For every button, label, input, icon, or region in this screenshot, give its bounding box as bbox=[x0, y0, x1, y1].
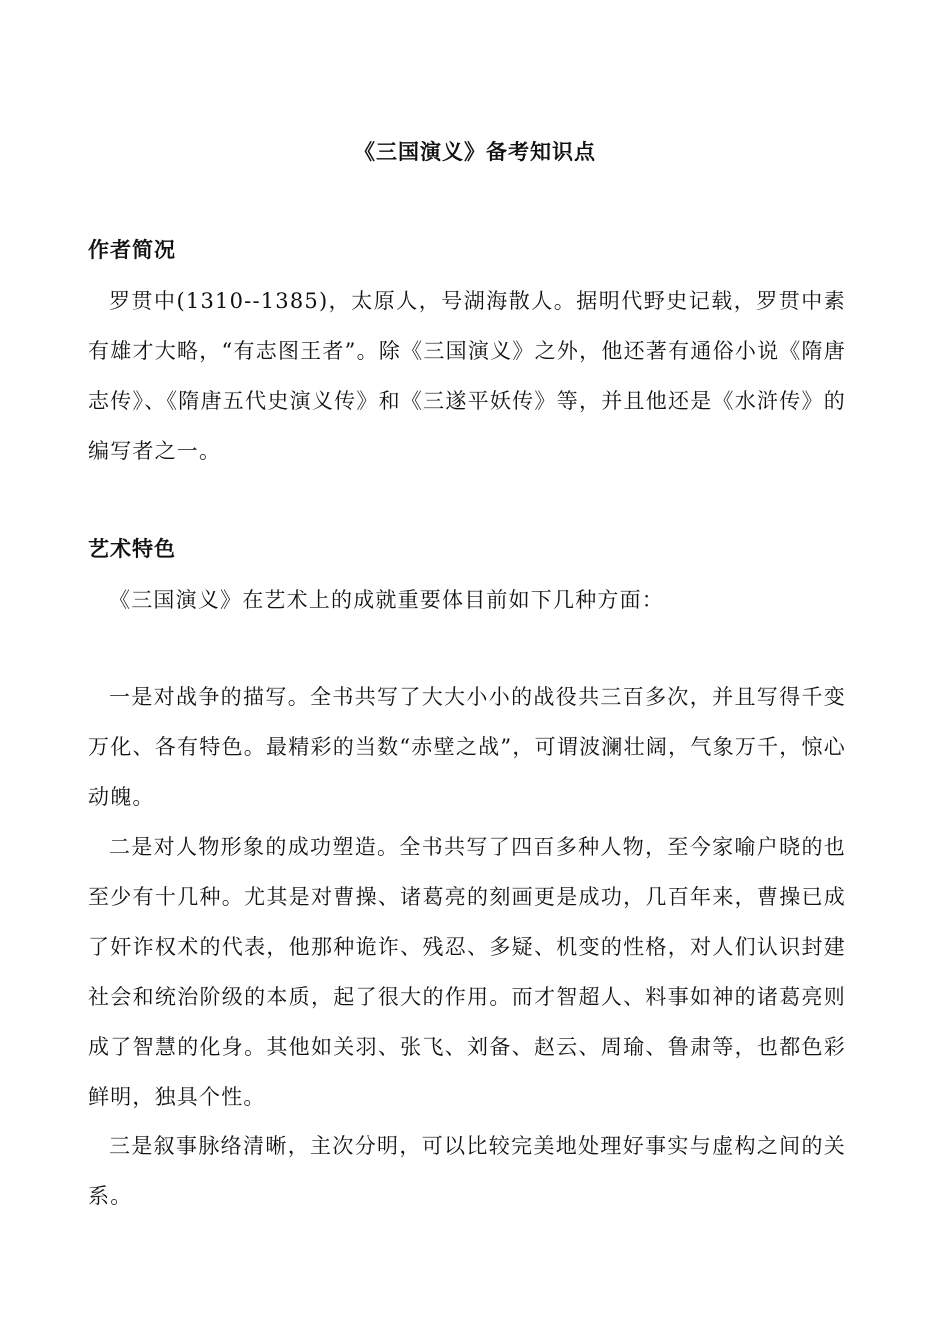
paragraph-author-bio: 罗贯中(1310--1385)，太原人，号湖海散人。据明代野史记载，罗贯中素有雄才大略，“有志图王者”。除《三国演义》之外，他还著有通俗小说《隋唐志传》、《隋唐五代史演义传》和《三遂平妖传》等，并且他还是《水浒传》的编写者之一。 bbox=[88, 289, 846, 463]
paragraph-art-intro: 《三国演义》在艺术上的成就重要体目前如下几种方面： bbox=[109, 588, 664, 612]
paragraph-art-characters: 二是对人物形象的成功塑造。全书共写了四百多种人物，至今家喻户晓的也至少有十几种。尤其是对曹操、诸葛亮的刻画更是成功，几百年来，曹操已成了奸诈权术的代表，他那种诡诈、残忍、多疑、机变的性格，对人们认识封建社会和统治阶级的本质，起了很大的作用。而才智超人、料事如神的诸葛亮则成了智慧的化身。其他如关羽、张飞、刘备、赵云、周瑜、鲁肃等，也都色彩鲜明，独具个性。 bbox=[88, 835, 846, 1109]
document-title: 《三国演义》备考知识点 bbox=[354, 139, 596, 164]
paragraph-art-narrative: 三是叙事脉络清晰，主次分明，可以比较完美地处理好事实与虚构之间的关系。 bbox=[88, 1134, 846, 1208]
paragraph-art-war: 一是对战争的描写。全书共写了大大小小的战役共三百多次，并且写得千变万化、各有特色。最精彩的当数“赤壁之战”，可谓波澜壮阔，气象万千，惊心动魄。 bbox=[88, 685, 846, 809]
section-heading-art: 艺术特色 bbox=[88, 536, 176, 561]
section-heading-author: 作者简况 bbox=[88, 237, 176, 262]
